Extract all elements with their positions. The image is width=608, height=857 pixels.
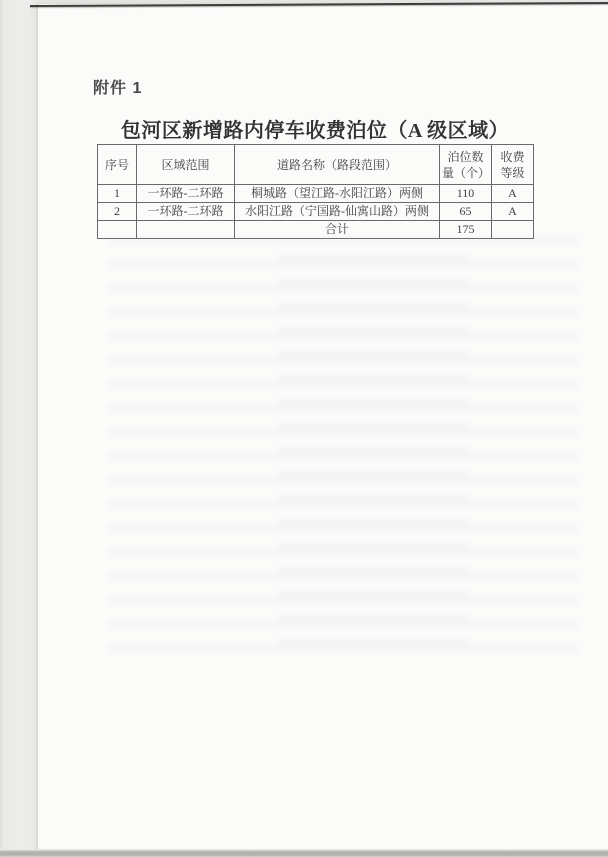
header-road-label: 道路名称（路段范围）: [276, 157, 397, 172]
header-area: [137, 145, 235, 185]
table-row: [98, 203, 534, 221]
header-fee-grade-line2: 等级: [500, 165, 525, 180]
paper-sheet: [38, 4, 608, 850]
cell-fee-grade: A: [492, 203, 534, 221]
page-title: 包河区新增路内停车收费泊位（A 级区域）: [120, 120, 510, 142]
cell-seq: 1: [98, 185, 137, 203]
header-seq: [98, 145, 137, 185]
bleed-through-texture: [108, 236, 578, 668]
scan-bottom-strip: [0, 849, 608, 857]
header-berth-count-line2: 量（个）: [442, 165, 491, 180]
header-road: [235, 145, 440, 185]
cell-area: 一环路-二环路: [137, 203, 235, 221]
cell-berth-count: 110: [440, 185, 492, 203]
attachment-label: 附件 1: [93, 80, 143, 97]
total-berth-count: 175: [440, 221, 492, 239]
header-fee-grade: [492, 145, 534, 185]
cell-area: 一环路-二环路: [137, 185, 235, 203]
total-cell-area: [137, 221, 235, 239]
cell-berth-count: 65: [440, 203, 492, 221]
parking-berth-table: [97, 144, 534, 239]
cell-seq: 2: [98, 203, 137, 221]
table-row: [98, 185, 534, 203]
header-seq-label: 序号: [104, 157, 129, 172]
header-berth-count: [440, 145, 492, 185]
table-total-row: [98, 221, 534, 239]
header-fee-grade-line1: 收费: [500, 149, 525, 164]
header-area-label: 区域范围: [161, 157, 210, 172]
cell-road: 桐城路（望江路-水阳江路）两侧: [235, 185, 440, 203]
total-label: 合计: [235, 221, 440, 239]
total-cell-seq: [98, 221, 137, 239]
total-fee-grade: [492, 221, 534, 239]
bleed-through-texture-center: [278, 254, 468, 654]
cell-road: 水阳江路（宁国路-仙寓山路）两侧: [235, 203, 440, 221]
table-header-row: [98, 145, 534, 185]
header-berth-count-line1: 泊位数: [447, 149, 484, 164]
cell-fee-grade: A: [492, 185, 534, 203]
